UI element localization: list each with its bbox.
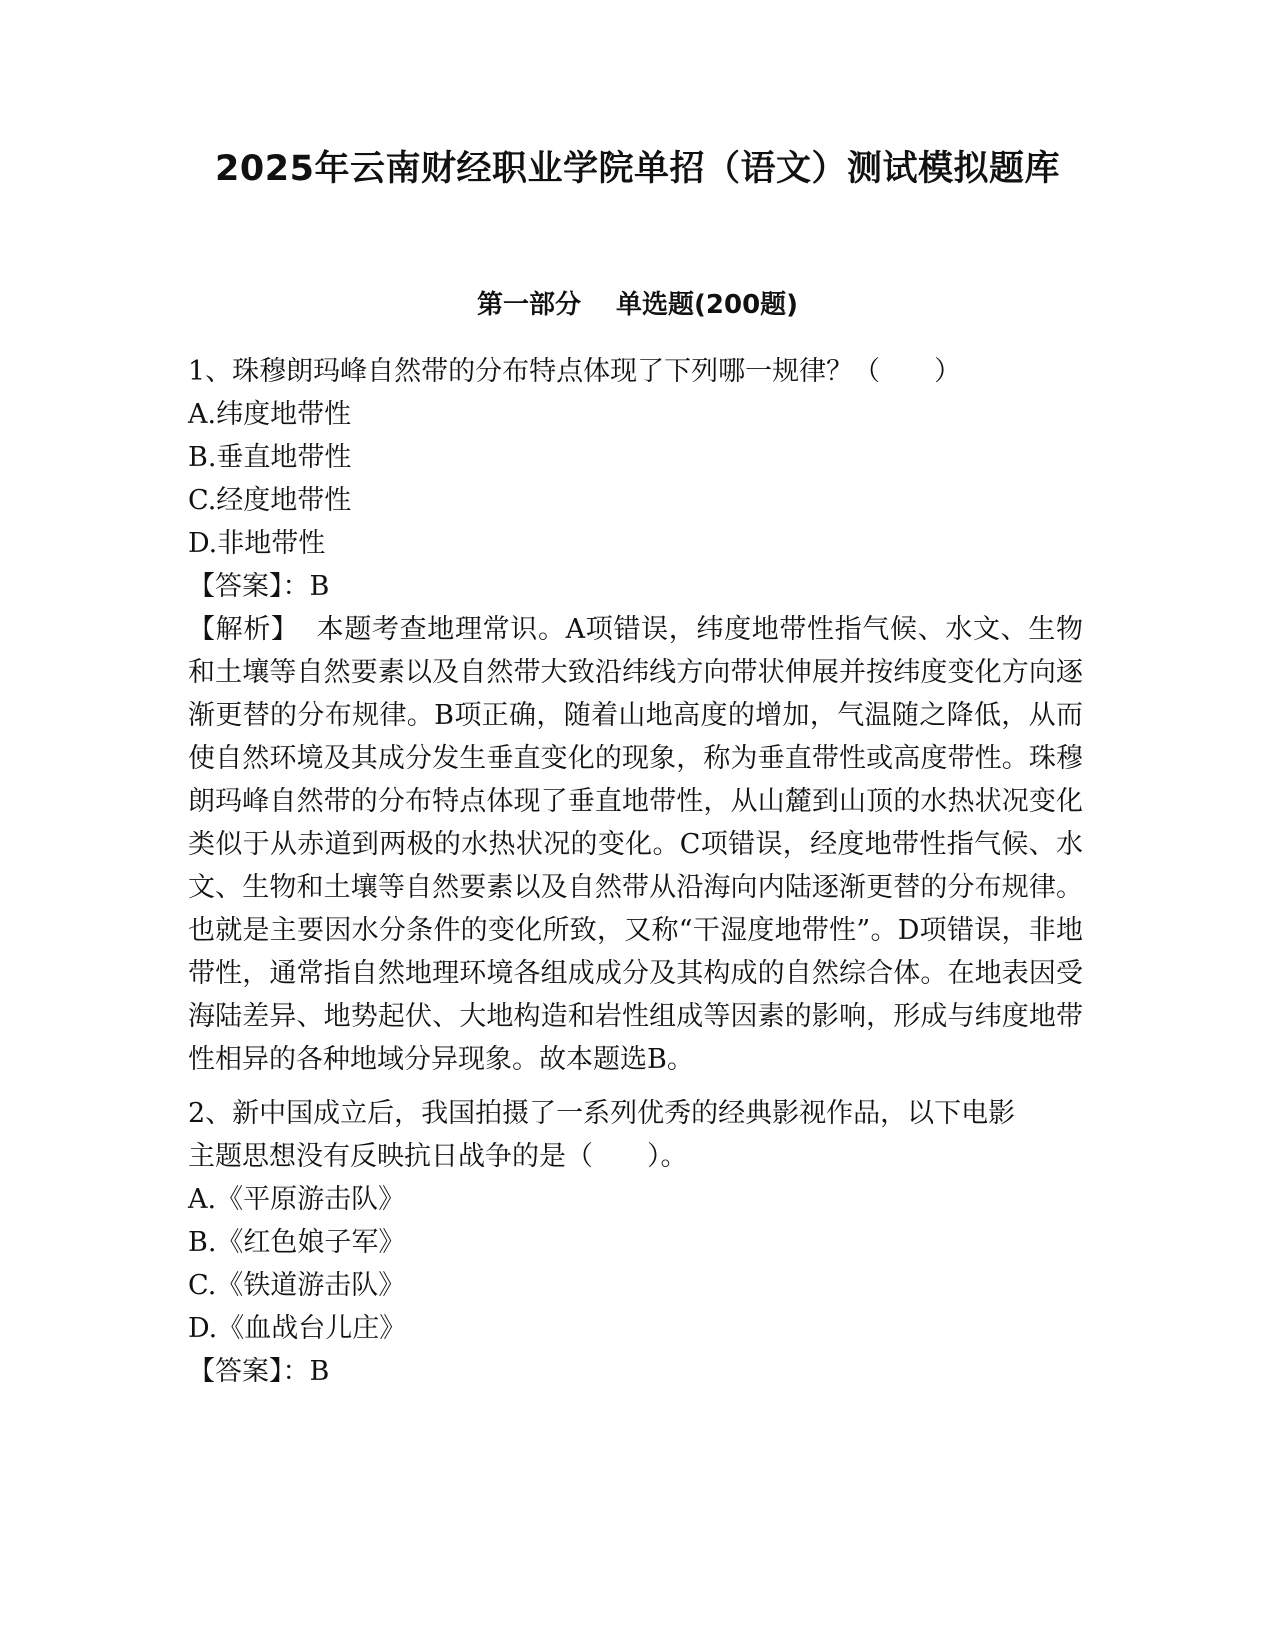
question-stem: 1、珠穆朗玛峰自然带的分布特点体现了下列哪一规律？（ ）: [188, 356, 962, 387]
question-item: [188, 350, 1088, 1081]
question-list: [188, 350, 1088, 1393]
analysis-label: 【解析】: [188, 614, 299, 645]
option-d: D.《血战台儿庄》: [188, 1313, 407, 1344]
option-a: A.《平原游击队》: [188, 1184, 406, 1215]
answer-value: B: [309, 1356, 330, 1387]
answer-value: B: [309, 571, 330, 602]
answer-line: [188, 565, 1088, 608]
option-a: A.纬度地带性: [188, 399, 352, 430]
answer-label: 【答案】：: [188, 1356, 310, 1387]
question-stem-line-2: 主题思想没有反映抗日战争的是（ ）。: [188, 1141, 688, 1172]
analysis-block: [188, 608, 1083, 1081]
answer-line: [188, 1350, 1088, 1393]
document-title: 2025年云南财经职业学院单招（语文）测试模拟题库: [215, 149, 1060, 189]
question-item: [188, 1092, 1088, 1393]
option-c: C.《铁道游击队》: [188, 1270, 406, 1301]
analysis-text: 本题考查地理常识。A项错误，纬度地带性指气候、水文、生物和土壤等自然要素以及自然带大致沿纬线方向带状伸展并按纬度变化方向逐渐更替的分布规律。B项正确，随着山地高度的增加，气温随之降低，从而使自然环境及其成分发生垂直变化的现象，称为垂直带性或高度带性。珠穆朗玛峰自然带的分布特点体现了垂直地带性，从山麓到山顶的水热状况变化类似于从赤道到两极的水热状况的变化。C项错误，经度地带性指气候、水文、生物和土壤等自然要素以及自然带从沿海向内陆逐渐更替的分布规律。也就是主要因水分条件的变化所致，又称“干湿度地带性”。D项错误，非地带性，通常指自然地理环境各组成成分及其构成的自然综合体。在地表因受海陆差异、地势起伏、大地构造和岩性组成等因素的影响，形成与纬度地带性相异的各种地域分异现象。故本题选B。: [188, 614, 1084, 1075]
option-c: C.经度地带性: [188, 485, 352, 516]
section-title: 第一部分 单选题(200题): [476, 290, 799, 320]
option-d: D.非地带性: [188, 528, 326, 559]
option-b: B.垂直地带性: [188, 442, 352, 473]
answer-label: 【答案】：: [188, 571, 310, 602]
option-b: B.《红色娘子军》: [188, 1227, 406, 1258]
question-stem-line-1: 2、新中国成立后，我国拍摄了一系列优秀的经典影视作品，以下电影: [188, 1098, 1016, 1129]
